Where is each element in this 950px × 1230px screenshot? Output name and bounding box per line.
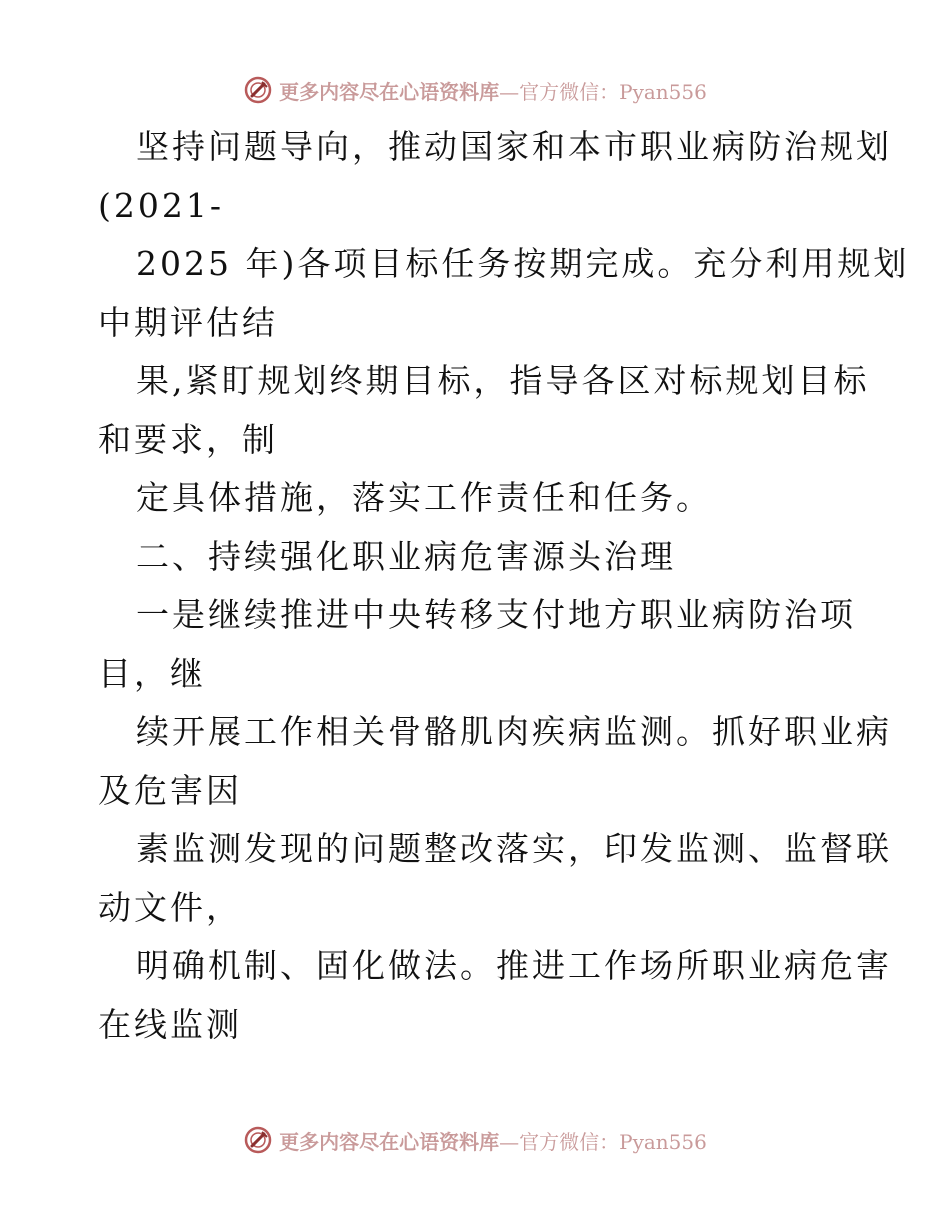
text-line: 和要求，制 xyxy=(98,419,278,459)
text-line: 续开展工作相关骨骼肌肉疾病监测。抓好职业病 xyxy=(136,712,892,751)
text-line: 在线监测 xyxy=(98,1004,242,1044)
text-line: 明确机制、固化做法。推进工作场所职业病危害 xyxy=(136,946,892,985)
section-heading: 二、持续强化职业病危害源头治理 xyxy=(136,536,676,576)
stamp-logo-icon xyxy=(243,1125,273,1155)
watermark-brand: 更多内容尽在心语资料库 xyxy=(279,1129,500,1154)
text-line: 素监测发现的问题整改落实，印发监测、监督联 xyxy=(136,829,892,868)
text-line: 果,紧盯规划终期目标，指导各区对标规划目标 xyxy=(136,361,870,400)
watermark-dash: — xyxy=(499,79,520,104)
header-watermark xyxy=(0,70,950,110)
text-line: 中期评估结 xyxy=(98,302,278,342)
text-line: 动文件， xyxy=(98,887,242,927)
text-line: 定具体措施，落实工作责任和任务。 xyxy=(136,478,712,517)
text-line: 坚持问题导向，推动国家和本市职业病防治规划 xyxy=(136,127,892,166)
document-body xyxy=(98,118,910,1054)
text-line: 及危害因 xyxy=(98,770,242,810)
watermark-dash: — xyxy=(499,1129,520,1154)
text-line: 2025 年)各项目标任务按期完成。充分利用规划 xyxy=(136,244,910,283)
text-line: (2021- xyxy=(98,185,225,225)
stamp-logo-icon xyxy=(243,75,273,105)
text-line: 一是继续推进中央转移支付地方职业病防治项 xyxy=(136,595,856,634)
watermark-contact: 官方微信：Pyan556 xyxy=(519,1129,707,1154)
footer-watermark xyxy=(0,1120,950,1160)
watermark-contact: 官方微信：Pyan556 xyxy=(519,79,707,104)
watermark-brand: 更多内容尽在心语资料库 xyxy=(279,79,500,104)
text-line: 目，继 xyxy=(98,653,206,693)
